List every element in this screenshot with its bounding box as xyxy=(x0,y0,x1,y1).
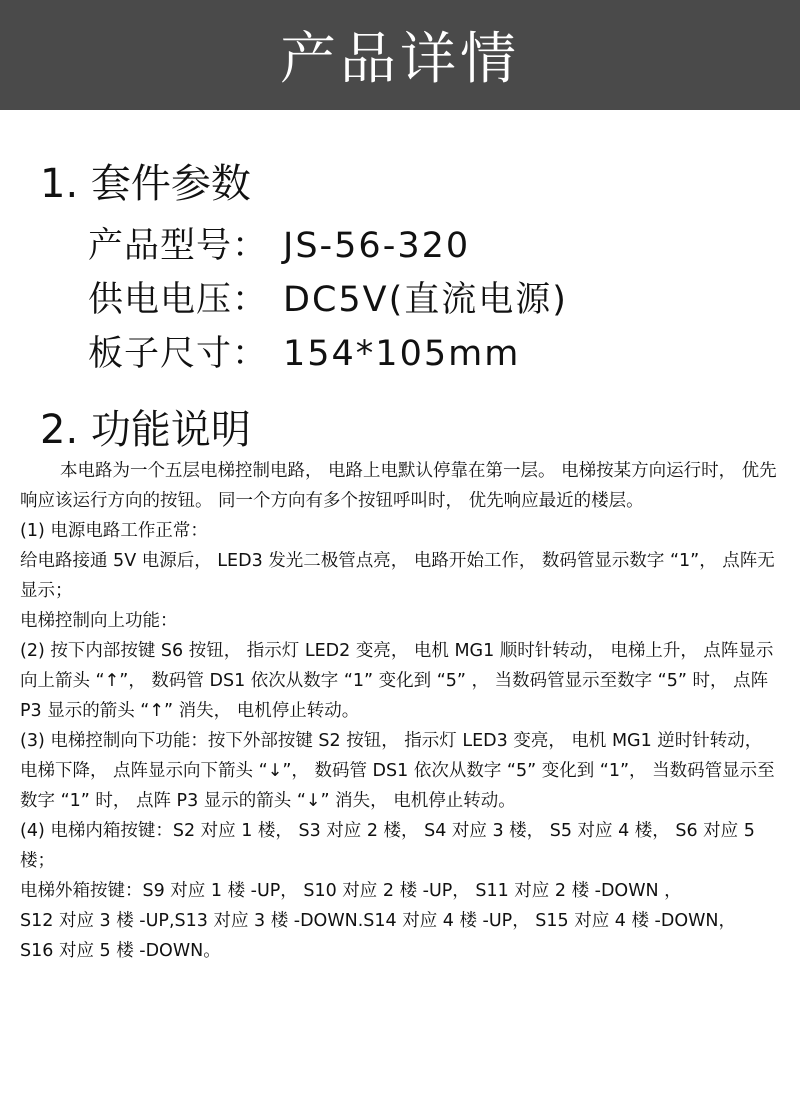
page-title: 产品详情 xyxy=(280,27,520,92)
param-value: 154*105mm xyxy=(283,334,521,374)
function-description xyxy=(20,456,780,966)
param-label: 板子尺寸： xyxy=(88,334,269,374)
param-value: DC5V(直流电源) xyxy=(283,280,568,320)
description-paragraph: S16 对应 5 楼 -DOWN。 xyxy=(20,941,221,961)
description-paragraph: S12 对应 3 楼 -UP,S13 对应 3 楼 -DOWN.S14 对应 4 楼 -UP， S15 对应 4 楼 -DOWN， xyxy=(20,911,737,931)
section-heading-function: 2. 功能说明 xyxy=(40,407,251,453)
description-paragraph: 电梯外箱按键：S9 对应 1 楼 -UP， S10 对应 2 楼 -UP， S11 对应 2 楼 -DOWN ， xyxy=(20,881,682,901)
description-paragraph: (2) 按下内部按键 S6 按钮， 指示灯 LED2 变亮， 电机 MG1 顺时针转动， 电梯上升， 点阵显示向上箭头 “↑”， 数码管 DS1 依次从数字 “1” 变化到 “5” ， 当数码管显示至数字 “5” 时， 点阵 P3 显示的箭头 “↑” 消失， 电机停止转动。 xyxy=(20,641,774,721)
param-row-voltage xyxy=(88,272,568,322)
description-paragraph: 给电路接通 5V 电源后， LED3 发光二极管点亮， 电路开始工作， 数码管显示数字 “1”， 点阵无显示； xyxy=(20,551,775,601)
param-row-board-size xyxy=(88,326,520,376)
description-paragraph: 电梯控制向上功能： xyxy=(20,611,178,631)
param-label: 产品型号： xyxy=(88,226,269,266)
header-banner xyxy=(0,0,800,110)
description-paragraph: (1) 电源电路工作正常： xyxy=(20,521,208,541)
param-value: JS-56-320 xyxy=(283,226,471,266)
description-paragraph: (3) 电梯控制向下功能：按下外部按键 S2 按钮， 指示灯 LED3 变亮， 电机 MG1 逆时针转动， 电梯下降， 点阵显示向下箭头 “↓”， 数码管 DS1 依次从数字 “5” 变化到 “1”， 当数码管显示至数字 “1” 时， 点阵 P3 显示的箭头 “↓” 消失， 电机停止转动。 xyxy=(20,731,775,811)
param-label: 供电电压： xyxy=(88,280,269,320)
description-paragraph: 本电路为一个五层电梯控制电路， 电路上电默认停靠在第一层。 电梯按某方向运行时， 优先响应该运行方向的按钮。 同一个方向有多个按钮呼叫时， 优先响应最近的楼层。 xyxy=(20,461,777,511)
description-paragraph: (4) 电梯内箱按键：S2 对应 1 楼， S3 对应 2 楼， S4 对应 3 楼， S5 对应 4 楼， S6 对应 5 楼； xyxy=(20,821,755,871)
param-row-model xyxy=(88,218,470,268)
section-heading-kit-params: 1. 套件参数 xyxy=(40,161,251,207)
